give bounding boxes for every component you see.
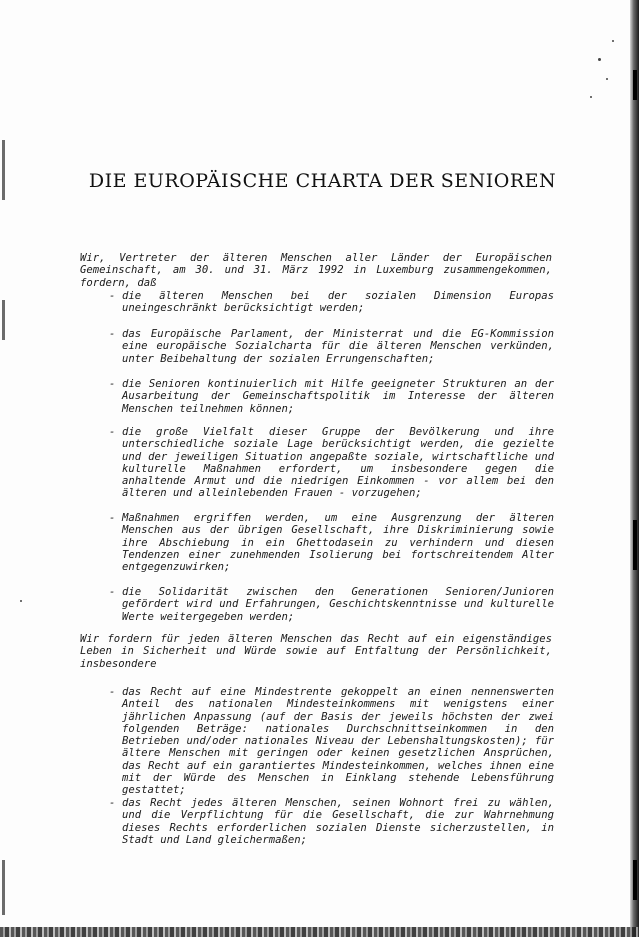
rights-list-1	[109, 686, 554, 797]
demands-list-6	[109, 586, 554, 623]
scan-edge-right	[630, 0, 639, 937]
scan-artifact	[633, 860, 637, 900]
scan-artifact	[606, 78, 608, 80]
list-item	[109, 686, 554, 797]
scan-artifact	[612, 40, 614, 42]
list-dash: -	[109, 290, 116, 302]
list-item	[109, 586, 554, 623]
demand-text: Maßnahmen ergriffen werden, um eine Ausgrenzung der älteren Menschen aus der übrigen Gesellschaft, ihre Diskriminierung sowie ihre Abschiebung in ein Ghettodasein zu verhindern und diesen Tendenzen einer zunehmenden Isolierung bei fortschreitendem Alter entgegenzuwirken;	[122, 512, 554, 574]
demand-text: die älteren Menschen bei der sozialen Dimension Europas uneingeschränkt berücksichtigt werden;	[122, 290, 554, 315]
list-dash: -	[109, 328, 116, 340]
scan-artifact	[2, 860, 5, 915]
scan-artifact	[20, 600, 22, 602]
scan-artifact	[598, 58, 601, 61]
demands-list-1	[109, 290, 554, 315]
scan-artifact	[2, 300, 5, 340]
demand-text: die große Vielfalt dieser Gruppe der Bevölkerung und ihre unterschiedliche soziale Lage berücksichtigt werden, die gezielte und der jeweiligen Situation angepaßte soziale, wirtschaftliche und kulturelle Maßnahmen erfordert, um insbesondere gegen die anhaltende Armut und die niedrigen Einkommen - vor allem bei den älteren und alleinlebenden Frauen - vorzugehen;	[122, 426, 554, 500]
demands-list-2	[109, 328, 554, 365]
scan-artifact	[2, 140, 5, 200]
list-dash: -	[109, 378, 116, 390]
right-text: das Recht auf eine Mindestrente gekoppelt an einen nennenswerten Anteil des nationalen Mindesteinkommens mit wenigstens einer jährlichen Anpassung (auf der Basis der jeweils höchsten der zwei folgenden Beträge: nationales Durchschnittseinkommen in den Betrieben und/oder nationales Niveau der Lebenshaltungskosten); für ältere Menschen mit geringen oder keinen gesetzlichen Ansprüchen, das Recht auf ein garantiertes Mindesteinkommen, welches ihnen eine mit der Würde des Menschen in Einklang stehende Lebensführung gestattet;	[122, 686, 554, 797]
demand-text: die Solidarität zwischen den Generationen Senioren/Junioren gefördert wird und Erfahrungen, Geschichtskenntnisse und kulturelle Werte weitergegeben werden;	[122, 586, 554, 623]
demands-list-3	[109, 378, 554, 415]
right-text: das Recht jedes älteren Menschen, seinen Wohnort frei zu wählen, und die Verpflichtung für die Gesellschaft, die zur Wahrnehmung dieses Rechts erforderlichen sozialen Dienste sicherzustellen, in Stadt und Land gleichermaßen;	[122, 797, 554, 846]
list-dash: -	[109, 586, 116, 598]
list-dash: -	[109, 512, 116, 524]
list-item	[109, 378, 554, 415]
intro-paragraph: Wir, Vertreter der älteren Menschen aller Länder der Europäischen Gemeinschaft, am 30. und 31. März 1992 in Luxemburg zusammengekommen, fordern, daß	[80, 252, 552, 289]
scan-artifact	[590, 96, 592, 98]
document-title: DIE EUROPÄISCHE CHARTA DER SENIOREN	[88, 170, 557, 192]
list-dash: -	[109, 426, 116, 438]
scan-edge-bottom	[0, 927, 639, 937]
scan-artifact	[633, 520, 637, 570]
list-item	[109, 797, 554, 846]
list-dash: -	[109, 686, 116, 698]
rights-list-2	[109, 797, 554, 846]
list-item	[109, 290, 554, 315]
list-item	[109, 512, 554, 573]
demands-list-5	[109, 512, 554, 573]
list-dash: -	[109, 797, 116, 809]
list-item	[109, 328, 554, 365]
demand-text: die Senioren kontinuierlich mit Hilfe geeigneter Strukturen an der Ausarbeitung der Gemeinschaftspolitik im Interesse der älteren Menschen teilnehmen können;	[122, 378, 554, 415]
list-item	[109, 426, 554, 500]
demand-text: das Europäische Parlament, der Ministerrat und die EG-Kommission eine europäische Sozialcharta für die älteren Menschen verkünden, unter Beibehaltung der sozialen Errungenschaften;	[122, 328, 554, 365]
rights-intro-paragraph: Wir fordern für jeden älteren Menschen das Recht auf ein eigenständiges Leben in Sicherheit und Würde sowie auf Entfaltung der Persönlichkeit, insbesondere	[80, 633, 552, 670]
demands-list-4	[109, 426, 554, 500]
scan-artifact	[633, 70, 637, 100]
